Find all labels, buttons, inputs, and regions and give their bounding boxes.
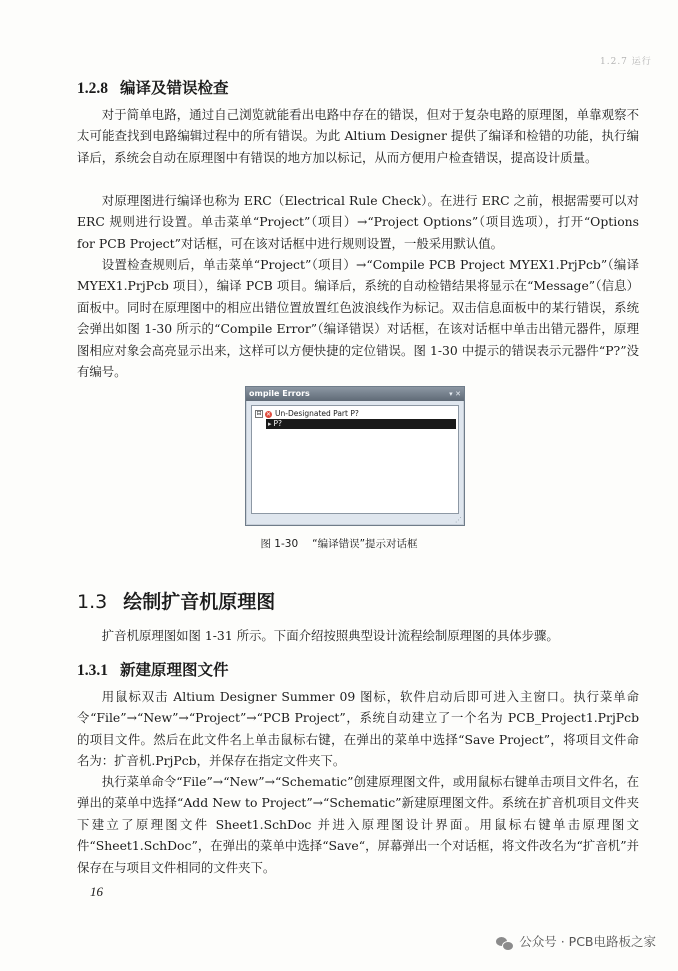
tree-item-label: Un-Designated Part P?	[275, 409, 359, 418]
watermark-text: 公众号 · PCB电路板之家	[519, 934, 656, 949]
compile-errors-dialog	[245, 386, 465, 526]
paragraph: 执行菜单命令“File”→“New”→“Schematic”创建原理图文件，或用鼠标右键单击项目文件名，在弹出的菜单中选择“Add New to Project”→“Schematic”新建原理图文件。系统在扩音机项目文件夹下建立了原理图文件 Sheet1.SchDoc 并进入原理图设计界面。用鼠标右键单击原理图文件“Sheet1.SchDoc”，在弹出的菜单中选择“Save“，屏幕弹出一个对话框，将文件改名为“扩音机”并保存在与项目文件相同的文件夹下。	[77, 774, 639, 875]
tree-item-label: P?	[273, 419, 283, 428]
section-heading-1-3-1	[77, 660, 229, 681]
section-heading-1-2-8	[77, 78, 229, 99]
tree-item-part-selected[interactable]	[266, 419, 456, 429]
tree-item-error[interactable]	[255, 409, 359, 419]
error-tree-view[interactable]	[251, 405, 459, 514]
resize-grip-icon[interactable]: ⋰	[455, 516, 462, 524]
figure-number: 图 1-30	[260, 538, 299, 550]
section-heading-1-3	[77, 589, 275, 615]
paragraph: 对原理图进行编译也称为 ERC（Electrical Rule Check）。在进行 ERC 之前，根据需要可以对 ERC 规则进行设置。单击菜单“Project”（项目）→“Project Options”（项目选项），打开“Options for PCB Project”对话框，可在该对话框中进行规则设置，一般采用默认值。	[77, 193, 639, 251]
running-header: 1.2.7 运行	[600, 57, 652, 67]
error-icon: ✕	[265, 410, 272, 418]
figure-caption-text: “编译错误”提示对话框	[312, 538, 418, 550]
paragraph: 对于简单电路，通过自己浏览就能看出电路中存在的错误，但对于复杂电路的原理图，单靠观察不太可能查找到电路编辑过程中的所有错误。为此 Altium Designer 提供了编译和检错的功能，执行编译后，系统会自动在原理图中有错误的地方加以标记，从而方便用户检查错误，提高设计质量。	[77, 107, 639, 165]
section-title: 编译及错误检查	[120, 78, 229, 97]
figure-caption	[0, 536, 678, 551]
section-number: 1.3.1	[77, 662, 108, 679]
page-number: 16	[90, 884, 103, 899]
paragraph: 扩音机原理图如图 1-31 所示。下面介绍按照典型设计流程绘制原理图的具体步骤。	[101, 628, 559, 643]
component-icon: ▸	[268, 420, 272, 428]
section-number: 1.2.8	[77, 80, 108, 97]
section-number: 1.3	[77, 591, 108, 613]
section-title: 绘制扩音机原理图	[123, 591, 276, 613]
paragraph: 用鼠标双击 Altium Designer Summer 09 图标，软件启动后即可进入主窗口。执行菜单命令“File”→“New”→“Project”→“PCB Project”，系统自动建立了一个名为 PCB_Project1.PrjPcb 的项目文件。然后在此文件名上单击鼠标右键，在弹出的菜单中选择“Save Project”，将项目文件命名为：扩音机.PrjPcb，并保存在指定文件夹下。	[77, 689, 639, 769]
dialog-window-buttons[interactable]: ▾ ✕	[449, 390, 461, 398]
dialog-title: ompile Errors	[249, 389, 310, 398]
paragraph: 设置检查规则后，单击菜单“Project”（项目）→“Compile PCB Project MYEX1.PrjPcb”（编译 MYEX1.PrjPcb 项目），编译 PCB 项目。编译后，系统的自动检错结果将显示在“Message”（信息）面板中。同时在原理图中的相应出错位置放置红色波浪线作为标记。双击信息面板中的某行错误，系统会弹出如图 1-30 所示的“Compile Error”（编译错误）对话框，在该对话框中单击出错元器件，原理图相应对象会高亮显示出来，这样可以方便快捷的定位错误。图 1-30 中提示的错误表示元器件“P?”没有编号。	[77, 257, 639, 380]
collapse-icon[interactable]: ⊟	[256, 410, 262, 417]
section-title: 新建原理图文件	[120, 660, 229, 679]
dialog-title-bar[interactable]	[246, 387, 464, 401]
wechat-icon	[496, 936, 513, 950]
watermark	[496, 932, 656, 950]
